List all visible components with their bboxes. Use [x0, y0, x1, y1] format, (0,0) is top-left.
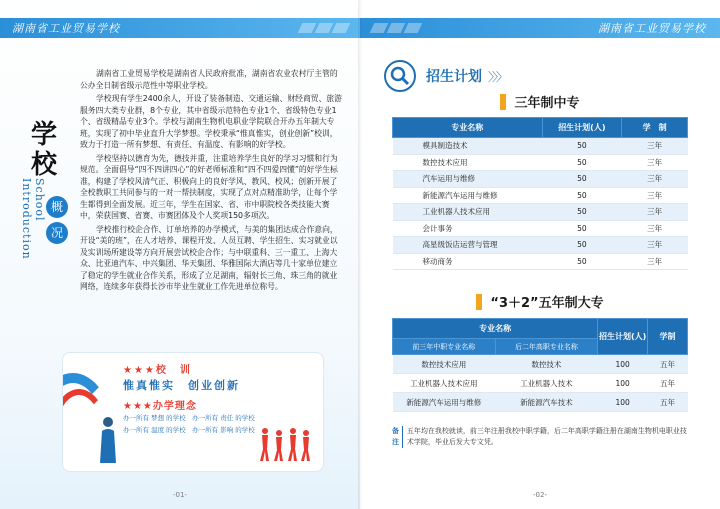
- page-number-right: -02-: [533, 491, 547, 499]
- program-duration: 五年: [648, 374, 688, 393]
- program-name: 模具制造技术: [393, 138, 543, 155]
- table-row: [393, 374, 688, 393]
- intro-paragraph: 学校坚持以德育为先，德技并重，注重培养学生良好的学习习惯和行为规范。全面倡导“四不四讲四心”的好老师标准和“四不四爱四懂”的好学生标准，构建了学校风清气正、积极向上的良好学风、教风、校风；创新开展了全校教职工共同参与的一对一帮扶制度，实现了点对点精准助学，让每个学生都得到全面发展。近三年，学生在国家、省、市中职院校各类技能大赛中，荣获国赛、省赛、市赛团体及个人奖项150多项次。: [80, 153, 338, 220]
- column-header: 学 制: [622, 118, 688, 138]
- five-year-title: “3＋2”五年制大专: [490, 296, 604, 311]
- program-name: 高星级饭店运营与管理: [393, 237, 543, 254]
- three-year-table: [392, 117, 688, 270]
- intro-paragraph: 湖南省工业贸易学校是湖南省人民政府批准，湖南省农业农村厅主管的公办全日制省级示范性中等职业学校。: [80, 69, 338, 90]
- motto-school-motto-label: ★★★校 训: [123, 365, 192, 376]
- enrollment-count: 50: [542, 204, 622, 221]
- program-duration: 三年: [622, 237, 688, 254]
- motto-school-motto: 惟真惟实 创业创新: [123, 379, 240, 392]
- column-header: 专业名称: [393, 319, 598, 339]
- enrollment-count: 50: [542, 253, 622, 270]
- program-name: 工业机器人技术应用: [393, 204, 543, 221]
- left-header-title: 湖南省工业贸易学校: [12, 22, 120, 35]
- table-row: [393, 204, 688, 221]
- column-subheader: 后二年高职专业名称: [495, 339, 598, 355]
- enrollment-count: 100: [598, 393, 648, 412]
- program-name: 移动商务: [393, 253, 543, 270]
- program-duration: 三年: [622, 204, 688, 221]
- right-page: [360, 0, 720, 509]
- enrollment-count: 50: [542, 220, 622, 237]
- college-program: 新能源汽车技术: [495, 393, 598, 412]
- column-subheader: 前三年中职专业名称: [393, 339, 496, 355]
- secondary-program: 新能源汽车运用与维修: [393, 393, 496, 412]
- enrollment-count: 50: [542, 187, 622, 204]
- column-header: 招生计划(人): [598, 319, 648, 355]
- heading-accent-bar: [476, 294, 482, 310]
- column-header: 学制: [648, 319, 688, 355]
- intro-paragraph: 学校现有学生2400余人，开设了装备制造、交通运输、财经商贸、旅游服务四大类专业群，8个专业，其中省级示范特色专业1个、省级特色专业1个、省级精品专业3个。学校与湖南生物机电职业学院联合开办五年制大专班，实现了初中毕业直升大学梦想。学校秉承“惟真惟实，创业创新”校训，致力于打造一所有梦想、有责任、有温度、有影响的好学校。: [80, 94, 342, 149]
- program-duration: 三年: [622, 220, 688, 237]
- students-figures-icon: [255, 423, 315, 463]
- table-row: [393, 138, 688, 155]
- intro-badge-1: 概: [46, 196, 68, 218]
- intro-body: [80, 68, 342, 295]
- chevrons-icon: 〉〉〉: [488, 69, 507, 84]
- header-stripes: [372, 23, 420, 33]
- remarks-label: 备注: [392, 426, 403, 448]
- page-spine: [358, 0, 362, 509]
- column-header: 专业名称: [393, 118, 543, 138]
- college-program: 数控技术: [495, 355, 598, 374]
- header-stripes: [300, 23, 348, 33]
- program-duration: 三年: [622, 138, 688, 155]
- program-duration: 三年: [622, 154, 688, 171]
- intro-title-english: School Introduction: [20, 178, 46, 260]
- intro-paragraph: 学校推行校企合作、订单培养的办学模式，与美的集团达成合作意向，开设“美的班”，在人才培养、课程开发、人员互聘、学生招生、实习就业以及实训场所建设等方向开展尝试校企合作；与中联重科、三一重工、上海大众、比亚迪汽车、中兴集团、华天集团、华雅国际大酒店等几十家单位建立了稳定的学生就业合作关系，形成了立足湖南，辐射长三角、珠三角的就业网络，连续多年获得长沙市毕业生就业工作先进单位称号。: [80, 224, 338, 291]
- right-header-title: 湖南省工业贸易学校: [598, 22, 706, 35]
- program-duration: 五年: [648, 355, 688, 374]
- intro-title-text: 学校: [30, 120, 57, 180]
- enrollment-count: 50: [542, 138, 622, 155]
- program-duration: 三年: [622, 171, 688, 188]
- program-name: 会计事务: [393, 220, 543, 237]
- table-header-row: [393, 118, 688, 138]
- table-row: [393, 393, 688, 412]
- motto-panel: [62, 352, 324, 472]
- search-icon: [384, 60, 416, 92]
- intro-badge-2: 况: [46, 222, 68, 244]
- program-name: 新能源汽车运用与维修: [393, 187, 543, 204]
- table-row: [393, 171, 688, 188]
- teacher-figure-icon: [97, 415, 119, 463]
- motto-philosophy-line: 办一所有 温度 的学校 办一所有 影响 的学校: [123, 426, 255, 434]
- enrollment-count: 50: [542, 171, 622, 188]
- left-header: [0, 18, 360, 38]
- table-header-row: [393, 319, 688, 339]
- heading-accent-bar: [500, 94, 506, 110]
- three-year-title: 三年制中专: [514, 96, 580, 111]
- enrollment-section-heading: [384, 60, 506, 92]
- program-name: 数控技术应用: [393, 154, 543, 171]
- column-header: 招生计划(人): [542, 118, 622, 138]
- table-row: [393, 220, 688, 237]
- motto-philosophy-line: 办一所有 梦想 的学校 办一所有 责任 的学校: [123, 414, 255, 422]
- table-row: [393, 154, 688, 171]
- program-name: 汽车运用与维修: [393, 171, 543, 188]
- motto-philosophy-label: ★★★办学理念: [123, 401, 197, 412]
- table-row: [393, 187, 688, 204]
- page-number-left: -01-: [173, 491, 187, 499]
- program-duration: 三年: [622, 253, 688, 270]
- enrollment-count: 100: [598, 355, 648, 374]
- secondary-program: 数控技术应用: [393, 355, 496, 374]
- intro-title: [22, 120, 66, 180]
- enrollment-section-title: 招生计划: [426, 69, 482, 85]
- five-year-table: [392, 318, 688, 412]
- five-year-heading: [360, 292, 720, 311]
- enrollment-count: 50: [542, 237, 622, 254]
- table-row: [393, 253, 688, 270]
- program-duration: 三年: [622, 187, 688, 204]
- program-duration: 五年: [648, 393, 688, 412]
- enrollment-count: 100: [598, 374, 648, 393]
- remarks-text: 五年均在我校就读，前三年注册我校中职学籍，后二年高职学籍注册在湖南生物机电职业技术学院，毕业后发大专文凭。: [406, 427, 687, 446]
- secondary-program: 工业机器人技术应用: [393, 374, 496, 393]
- college-program: 工业机器人技术: [495, 374, 598, 393]
- enrollment-count: 50: [542, 154, 622, 171]
- table-row: [393, 237, 688, 254]
- three-year-heading: [360, 92, 720, 111]
- remarks-note: [392, 426, 688, 448]
- right-header: [360, 18, 720, 38]
- table-row: [393, 355, 688, 374]
